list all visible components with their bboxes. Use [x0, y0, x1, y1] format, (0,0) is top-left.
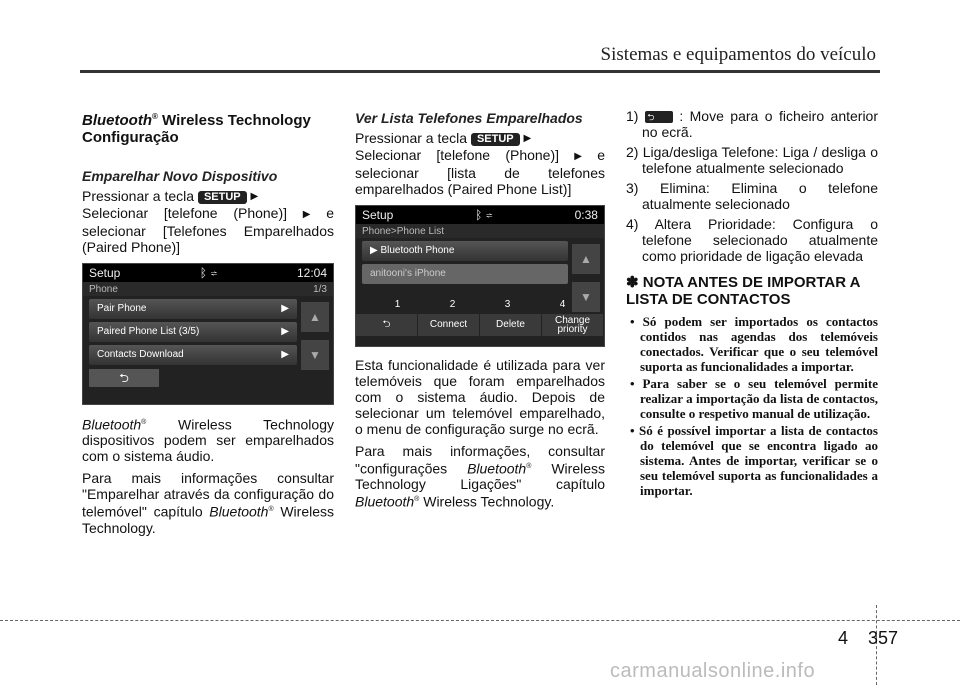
phone-list-header: ▶ Bluetooth Phone: [362, 241, 568, 261]
bluetooth-icon: ᛒ ⇌: [199, 265, 218, 280]
scroll-up-icon[interactable]: ▲: [301, 302, 329, 332]
column-3: [626, 108, 878, 500]
delete-button[interactable]: Delete: [480, 314, 542, 336]
list-item: 2) Liga/desliga Telefone: Liga / desliga o telefone atualmente selecionado: [626, 144, 879, 176]
note-title: ✽ NOTA ANTES DE IMPORTAR A LISTA DE CONTACTOS: [626, 274, 860, 308]
screen-page-indicator: 1/3: [313, 283, 327, 295]
column-1: [82, 108, 334, 542]
screen-subtitle: Phone>Phone List: [362, 225, 445, 237]
list-item: 1) ⮌ : Move para o ficheiro anterior no ecrã.: [626, 108, 879, 140]
paragraph-more-info: Para mais informações consultar "Emparelhar através da configuração do telemóvel" capítulo Bluetooth® Wireless Technology.: [82, 470, 334, 536]
list-item: • Só é possível importar a lista de contactos do telemóvel que se encontra ligado ao sistema. Antes de importar, verificar se o seu telemóvel suporta as funcionalidades a importar.: [630, 423, 878, 498]
setup-key-icon: SETUP: [471, 133, 520, 146]
screen-clock: 12:04: [296, 265, 327, 280]
change-priority-button[interactable]: Change priority: [542, 314, 604, 336]
setup-phone-screen: [82, 263, 334, 405]
subheading-list: Ver Lista Telefones Emparelhados: [355, 110, 583, 126]
back-button[interactable]: ⮌: [89, 369, 159, 387]
bluetooth-icon: ᛒ ⇌: [475, 207, 493, 222]
section-heading: Bluetooth® Wireless Technology Configuração: [82, 112, 311, 146]
page-number: 4 357: [838, 628, 899, 648]
arrow-right-icon: ▶: [523, 133, 532, 145]
paragraph-pair: Pressionar a tecla SETUP ▶ Selecionar [telefone (Phone)] ▶ e selecionar [Telefones Emparelhados (Paired Phone)]: [82, 188, 334, 255]
setup-key-icon: SETUP: [198, 191, 247, 204]
column-2: [355, 108, 605, 516]
arrow-right-icon: ▶: [574, 150, 582, 162]
paragraph-more-info: Para mais informações, consultar "configurações Bluetooth® Wireless Technology Ligações" capítulo Bluetooth® Wireless Technology.: [355, 442, 605, 510]
screen-title: Setup: [89, 265, 121, 280]
footer-rule: [0, 620, 960, 621]
scroll-down-icon[interactable]: ▼: [572, 282, 600, 312]
back-button[interactable]: ⮌: [356, 314, 418, 336]
page-header-title: Sistemas e equipamentos do veículo: [600, 44, 876, 65]
menu-paired-phone-list[interactable]: Paired Phone List (3/5) ▶: [89, 322, 297, 342]
list-item: 4) Altera Prioridade: Configura o telefone selecionado atualmente como prioridade de ligação elevada: [626, 216, 878, 264]
arrow-right-icon: ▶: [302, 208, 311, 220]
menu-contacts-download[interactable]: Contacts Download ▶: [89, 345, 297, 365]
screen-title: Setup: [362, 207, 394, 222]
button-legend-list: [626, 108, 878, 264]
paragraph-function: Esta funcionalidade é utilizada para ver telemóveis que foram emparelhados com o sistema áudio. Depois de selecionar um telemóvel emparelhado, o menu de configuração surge no ecrã.: [355, 356, 605, 437]
screen-clock: 0:38: [574, 207, 598, 222]
back-icon: ⮌: [645, 111, 673, 123]
callout-numbers: 1 2 3 4: [356, 298, 604, 312]
phone-list-screen: [355, 205, 605, 347]
subheading-pair: Emparelhar Novo Dispositivo: [82, 168, 278, 184]
list-item: • Para saber se o seu telemóvel permite realizar a importação da lista de contactos, consulte o respetivo manual de utilização.: [630, 376, 878, 421]
list-item: • Só podem ser importados os contactos contidos nas agendas dos telemóveis conectados. Verificar que o seu telemóvel suporta as funcionalidades a importar.: [630, 314, 878, 374]
paragraph-list: Pressionar a tecla SETUP ▶ Selecionar [telefone (Phone)] ▶ e selecionar [lista de telefones emparelhados (Paired Phone List)]: [355, 130, 605, 197]
note-list: [626, 314, 878, 498]
connect-button[interactable]: Connect: [418, 314, 480, 336]
list-item: 3) Elimina: Elimina o telefone atualmente selecionado: [626, 180, 878, 212]
watermark: carmanualsonline.info: [610, 660, 816, 682]
scroll-up-icon[interactable]: ▲: [572, 244, 600, 274]
arrow-right-icon: ▶: [250, 191, 259, 203]
phone-list-item[interactable]: anitooni's iPhone: [362, 264, 568, 284]
screen-subtitle: Phone: [89, 283, 118, 295]
menu-pair-phone[interactable]: Pair Phone ▶: [89, 299, 297, 319]
scroll-down-icon[interactable]: ▼: [301, 340, 329, 370]
paragraph-devices: Bluetooth® Wireless Technology dispositivos podem ser emparelhados com o sistema áudio.: [82, 416, 334, 465]
header-rule: [80, 70, 880, 73]
